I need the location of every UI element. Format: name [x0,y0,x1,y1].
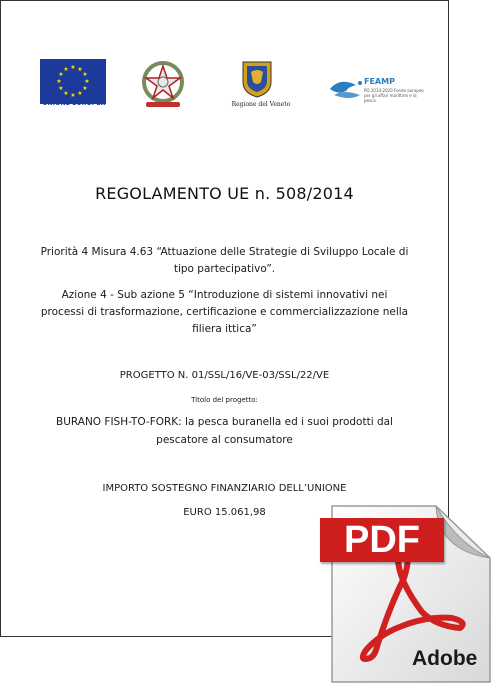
feamp-logo-title: FEAMP [364,77,395,86]
priority-measure-text: Priorità 4 Misura 4.63 “Attuazione delle Strategie di Sviluppo Locale di tipo partecipativo”. [40,246,409,275]
project-title: BURANO FISH-TO-FORK: la pesca buranella ed i suoi prodotti dal pescatore al consumatore [56,416,393,446]
svg-text:★: ★ [82,85,88,92]
italian-republic-emblem [140,58,186,110]
svg-text:★: ★ [84,78,90,85]
svg-text:★: ★ [70,64,76,71]
svg-text:★: ★ [58,85,64,92]
adobe-brand-label: Adobe [412,647,478,670]
veneto-lion-shield [241,60,273,98]
feamp-fish-icon [326,75,366,105]
svg-text:★: ★ [63,90,69,97]
pdf-label: PDF [320,518,444,562]
svg-text:★: ★ [70,92,76,99]
feamp-logo-subtitle: PO 2014-2020 Fondo europeo per gli affari marittimi e la pesca [364,88,424,103]
svg-text:★: ★ [77,90,83,97]
project-title-label: Titolo del progetto: [191,396,258,404]
veneto-logo-label: Regione del Veneto [231,101,291,108]
svg-text:★: ★ [58,71,64,78]
funding-amount: EURO 15.061,98 [183,507,266,518]
action-text: Azione 4 - Sub azione 5 “Introduzione di sistemi innovativi nei processi di trasformazione, certificazione e commercializzazione nella filiera ittica” [40,289,409,335]
eu-flag-logo [40,59,106,104]
project-code: PROGETTO N. 01/SSL/16/VE-03/SSL/22/VE [119,370,330,381]
funding-label: IMPORTO SOSTEGNO FINANZIARIO DELL’UNIONE [102,483,347,494]
svg-text:★: ★ [82,71,88,78]
document-title: REGOLAMENTO UE n. 508/2014 [95,184,354,203]
svg-text:★: ★ [63,66,69,73]
svg-text:★: ★ [77,66,83,73]
eu-logo-label: UNIONE EUROPEA [42,100,106,107]
svg-text:★: ★ [56,78,62,85]
